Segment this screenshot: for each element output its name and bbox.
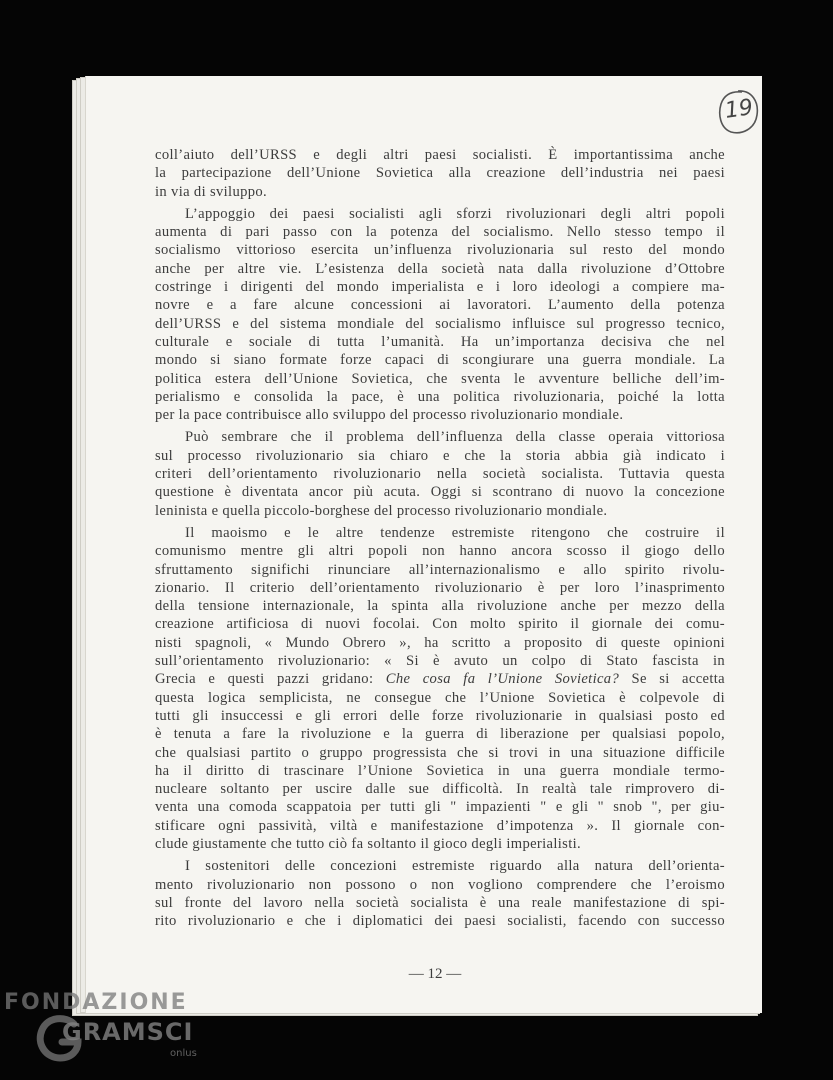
text-line: politica estera dell’Unione Sovietica, che sventa le avventure belliche dell’im- bbox=[155, 370, 725, 387]
text-line: ha il diritto di trascinare l’Unione Sovietica in una guerra mondiale termo- bbox=[155, 762, 725, 779]
text-line: la partecipazione dell’Unione Sovietica alla creazione dell’industria nei paesi bbox=[155, 165, 725, 182]
text-line: per la pace contribuisce allo sviluppo del processo rivoluzionario mondiale. bbox=[155, 407, 624, 424]
body-text bbox=[155, 146, 725, 930]
text-line: è tenuta a fare la rivoluzione e la guerra di liberazione per qualsiasi popolo, bbox=[155, 726, 725, 743]
text-line: che qualsiasi partito o gruppo progressista che si trovi in una situazione difficile bbox=[155, 744, 725, 761]
text-line: venta una comoda scappatoia per tutti gli " impazienti " e gli " snob ", per giu- bbox=[155, 799, 725, 816]
handwritten-page-number bbox=[716, 88, 760, 138]
text-line: in via di sviluppo. bbox=[155, 183, 268, 200]
watermark bbox=[2, 990, 212, 1070]
paragraph bbox=[155, 857, 725, 930]
page-number: — 12 — bbox=[408, 966, 462, 982]
text-line: Grecia e questi pazzi gridano: Che cosa fa l’Unione Sovietica? Se si accetta bbox=[155, 671, 725, 688]
paragraph bbox=[155, 146, 725, 201]
text-line: comunismo mentre gli altri popoli non hanno ancora scosso il giogo dello bbox=[155, 543, 725, 560]
text-line: aumenta di pari passo con la potenza del socialismo. Nello stesso tempo il bbox=[155, 224, 725, 241]
text-line: questione è diventata ancor più acuta. Oggi si scontrano di nuovo la concezione bbox=[155, 484, 725, 501]
text-line: costringe i dirigenti del mondo imperialista e i loro ideologi a compiere ma- bbox=[155, 279, 725, 296]
text-line: rito rivoluzionario e che i diplomatici dei paesi socialisti, facendo con successo bbox=[155, 913, 725, 930]
text-line: culturale e sociale di tutta l’umanità. Ha un’importanza decisiva che nel bbox=[155, 333, 725, 350]
text-line: nisti spagnoli, « Mundo Obrero », ha scritto a proposito di queste opinioni bbox=[155, 634, 725, 651]
text-line: dell’URSS e del sistema mondiale del socialismo influisce sul progresso tecnico, bbox=[155, 315, 725, 332]
paragraph bbox=[155, 205, 725, 425]
handwritten-number-text: 19 bbox=[723, 95, 755, 124]
text-line: nucleare soltanto per uscire dalle sue difficoltà. In realtà tale rimprovero di- bbox=[155, 781, 725, 798]
text-line: perialismo e consolida la pace, è una politica rivoluzionaria, poiché la lotta bbox=[155, 388, 725, 405]
text-line: coll’aiuto dell’URSS e degli altri paesi socialisti. È importantissima anche bbox=[155, 147, 725, 163]
text-line: anche per altre vie. L’esistenza della società nata dalla rivoluzione d’Ottobre bbox=[155, 260, 725, 277]
paragraph bbox=[155, 428, 725, 519]
text-line: questa logica semplicista, ne consegue che l’Unione Sovietica è colpevole di bbox=[155, 689, 725, 706]
watermark-line1: FONDAZIONE bbox=[4, 990, 188, 1015]
text-line: stificare ogni passività, viltà e manifestazione d’impotenza ». Il giornale con- bbox=[155, 817, 725, 834]
text-line: I sostenitori delle concezioni estremiste riguardo alla natura dell’orienta- bbox=[185, 858, 725, 875]
text-line: sul processo rivoluzionario sia chiaro e che la storia abbia già indicato i bbox=[155, 447, 725, 464]
text-line: zionario. Il criterio dell’orientamento rivoluzionario è per loro l’inasprimento bbox=[155, 579, 725, 596]
text-line: novre e a fare alcune concessioni ai lavoratori. L’aumento della potenza bbox=[155, 297, 725, 314]
text-line: sull’orientamento rivoluzionario: « Si è avuto un colpo di Stato fascista in bbox=[155, 653, 725, 670]
watermark-line2: GRAMSCI bbox=[62, 1018, 194, 1046]
text-line: socialismo vittorioso esercita un’influenza rivoluzionaria sul resto del mondo bbox=[155, 242, 725, 259]
paragraph bbox=[155, 524, 725, 853]
text-line: della tensione internazionale, la spinta alla rivoluzione anche per mezzo della bbox=[155, 598, 725, 615]
text-line: tutti gli insuccessi e gli errori delle forze rivoluzionarie in qualsiasi posto ed bbox=[155, 707, 725, 724]
text-line: sul fronte del lavoro nella società socialista è una reale manifestazione di spi- bbox=[155, 894, 725, 911]
italic-quote: Che cosa fa l’Unione Sovietica? bbox=[385, 671, 620, 688]
text-line: Il maoismo e le altre tendenze estremiste ritengono che costruire il bbox=[185, 524, 725, 541]
text-line: creazione artificiosa di nuovi focolai. Con molto spirito il giornale dei comu- bbox=[155, 616, 725, 633]
text-line: criteri dell’orientamento rivoluzionario nella società socialista. Tuttavia questa bbox=[155, 466, 725, 483]
text-line: leninista e quella piccolo-borghese del processo rivoluzionario mondiale. bbox=[155, 502, 608, 519]
text-line: L’appoggio dei paesi socialisti agli sforzi rivoluzionari degli altri popoli bbox=[185, 205, 725, 222]
text-line: Può sembrare che il problema dell’influenza della classe operaia vittoriosa bbox=[185, 429, 725, 446]
watermark-line3: onlus bbox=[170, 1048, 197, 1059]
text-line: mondo si siano formate forze capaci di scongiurare una guerra mondiale. La bbox=[155, 352, 725, 369]
text-line: sfruttamento significhi rinunciare all’internazionalismo e allo spirito rivolu- bbox=[155, 561, 725, 578]
text-line: clude giustamente che tutto ciò fa soltanto il gioco degli imperialisti. bbox=[155, 835, 582, 852]
text-line: mento rivoluzionario non possono o non vogliono comprendere che l’eroismo bbox=[155, 876, 725, 893]
